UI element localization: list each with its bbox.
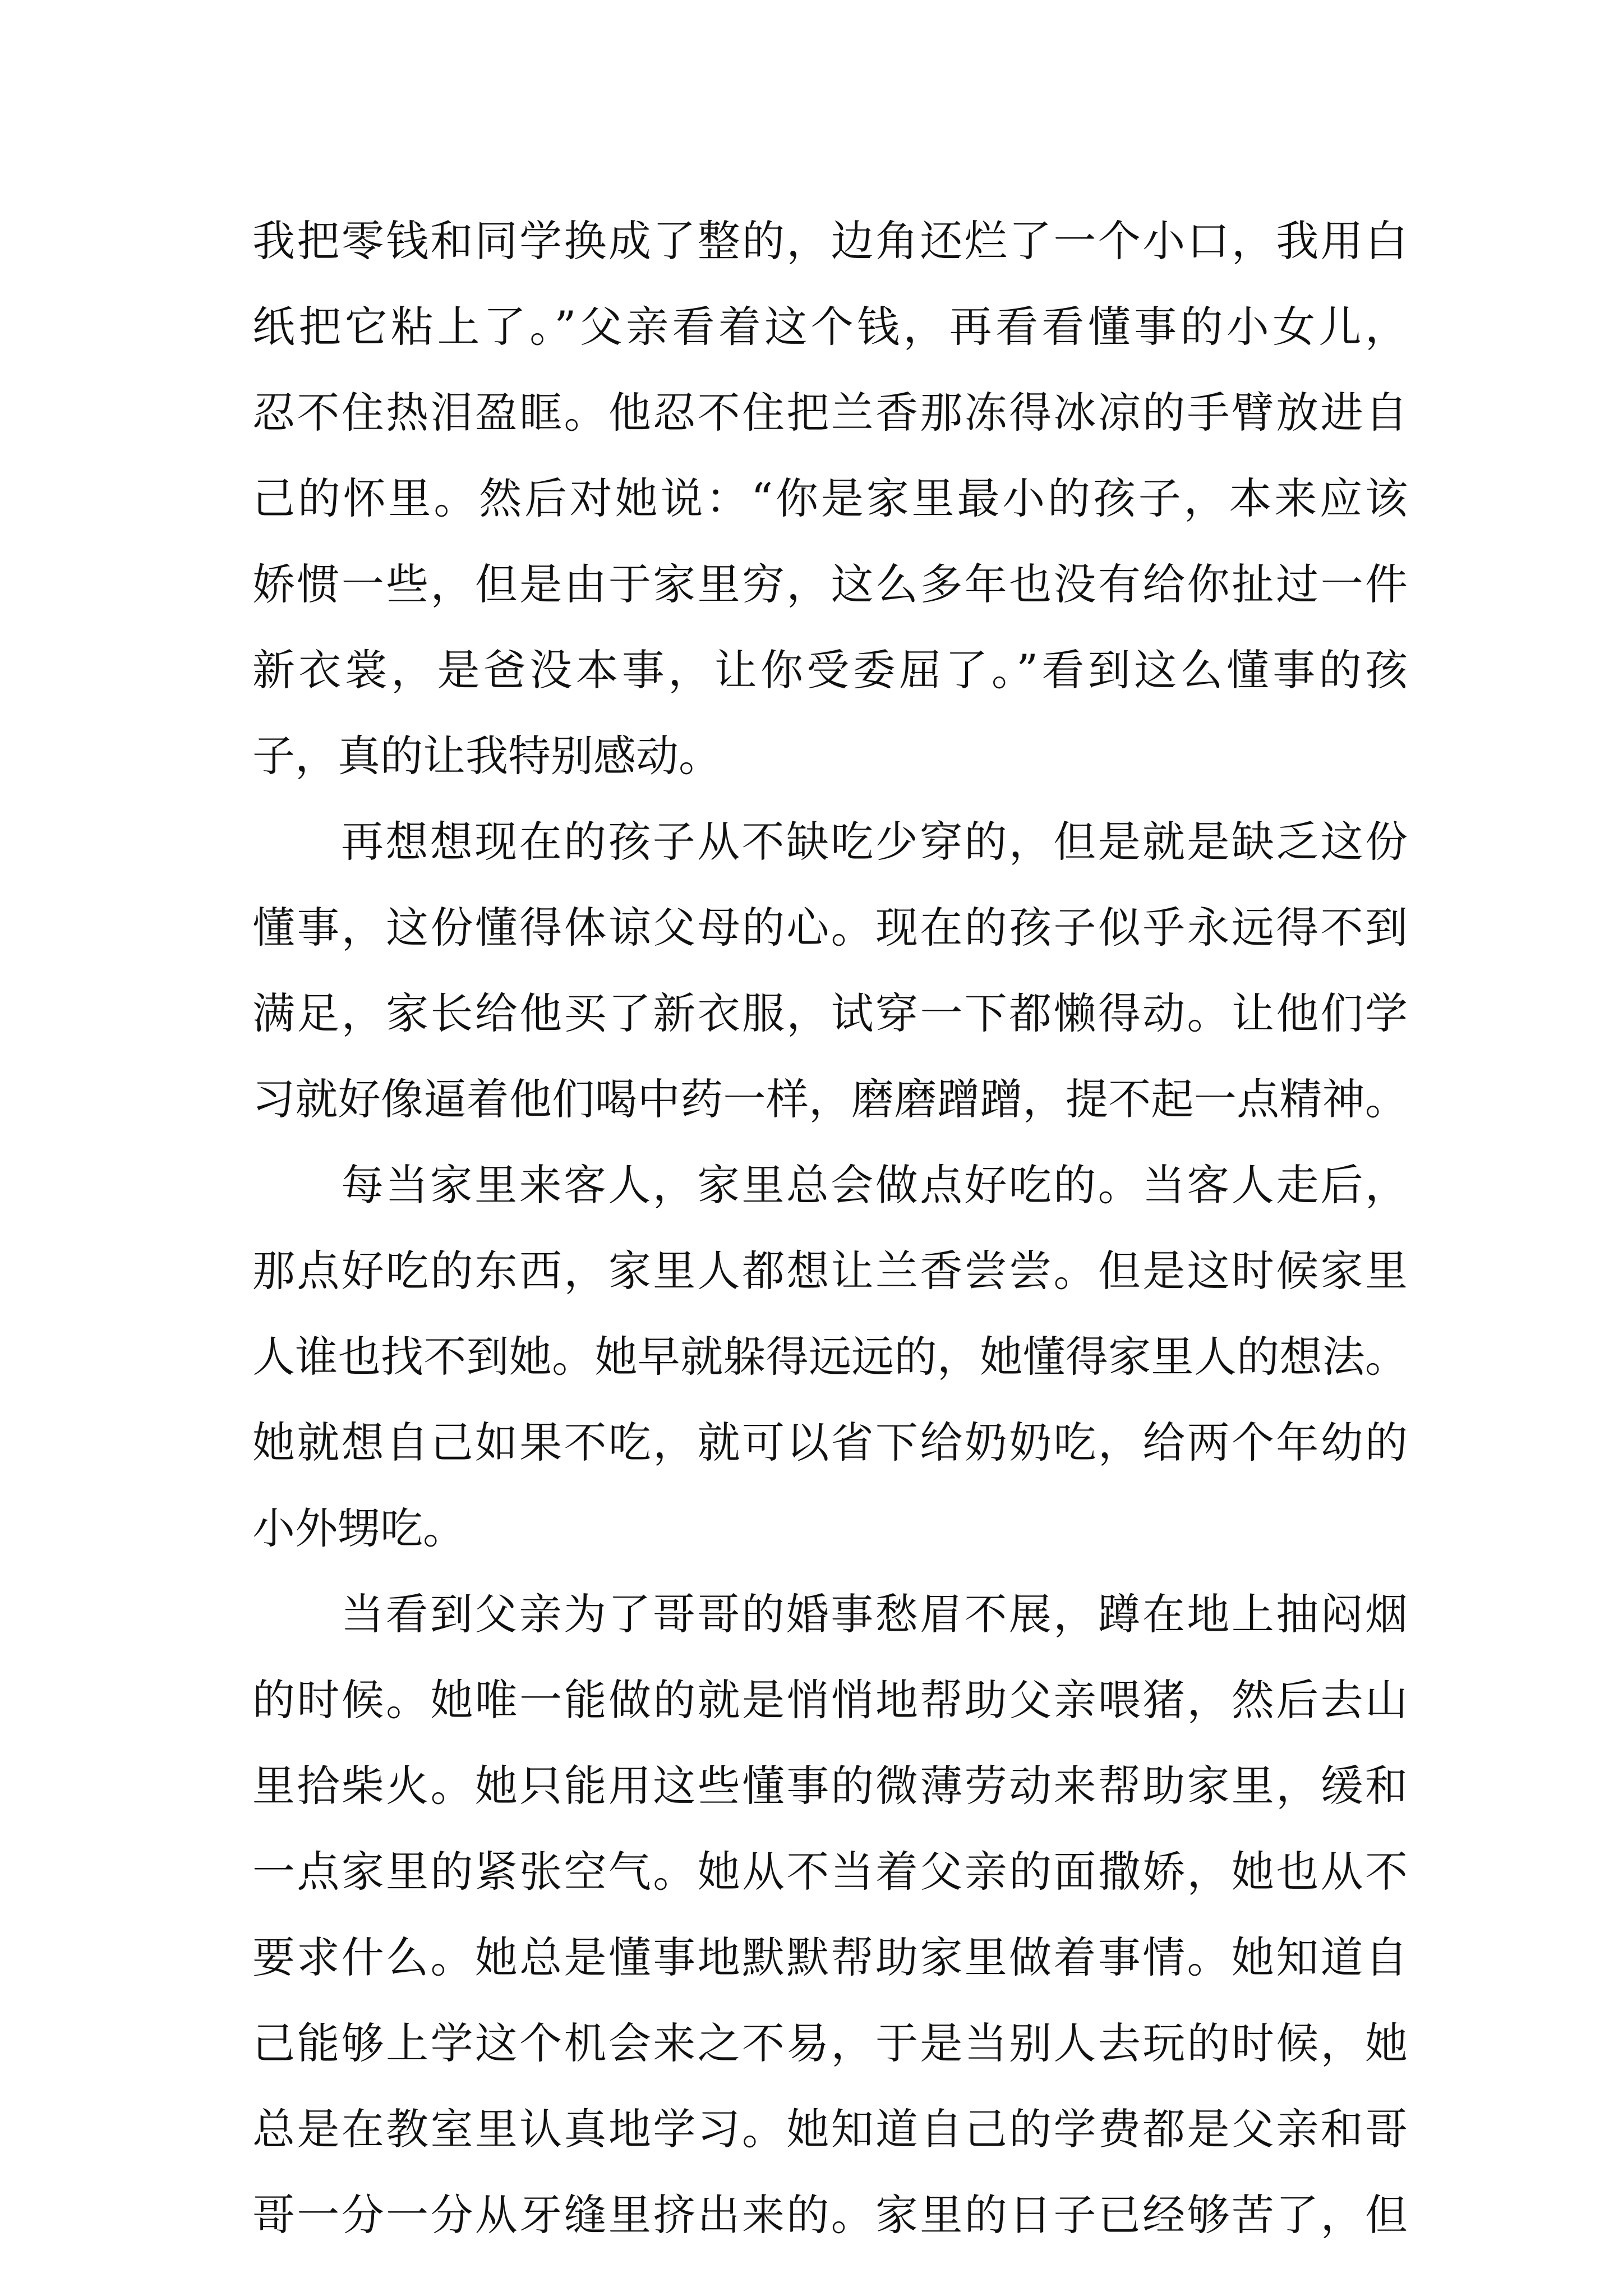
text-line: 的时候。她唯一能做的就是悄悄地帮助父亲喂猪，然后去山 xyxy=(252,1675,1408,1725)
text-line: 子，真的让我特别感动。 xyxy=(252,731,721,781)
text-line: 小外甥吃。 xyxy=(252,1503,465,1553)
text-line: 纸把它粘上了。”父亲看着这个钱，再看看懂事的小女儿， xyxy=(252,302,1408,352)
text-line: 人谁也找不到她。她早就躲得远远的，她懂得家里人的想法。 xyxy=(252,1332,1408,1382)
text-line: 满足，家长给他买了新衣服，试穿一下都懒得动。让他们学 xyxy=(252,988,1408,1038)
text-line: 己的怀里。然后对她说：“你是家里最小的孩子，本来应该 xyxy=(252,473,1408,523)
text-line: 懂事，这份懂得体谅父母的心。现在的孩子似乎永远得不到 xyxy=(252,903,1408,953)
text-line: 己能够上学这个机会来之不易，于是当别人去玩的时候，她 xyxy=(252,2018,1408,2068)
text-line: 她就想自己如果不吃，就可以省下给奶奶吃，给两个年幼的 xyxy=(252,1418,1408,1467)
text-line: 新衣裳，是爸没本事，让你受委屈了。”看到这么懂事的孩 xyxy=(252,645,1408,695)
body-text xyxy=(252,198,1408,2258)
text-line: 哥一分一分从牙缝里挤出来的。家里的日子已经够苦了，但 xyxy=(252,2190,1408,2240)
paragraph-first-line: 再想想现在的孩子从不缺吃少穿的，但是就是缺乏这份 xyxy=(341,817,1408,867)
text-line: 习就好像逼着他们喝中药一样，磨磨蹭蹭，提不起一点精神。 xyxy=(252,1074,1408,1124)
text-line: 娇惯一些，但是由于家里穷，这么多年也没有给你扯过一件 xyxy=(252,559,1408,609)
paragraph-first-line: 当看到父亲为了哥哥的婚事愁眉不展，蹲在地上抽闷烟 xyxy=(341,1589,1408,1639)
text-line: 我把零钱和同学换成了整的，边角还烂了一个小口，我用白 xyxy=(252,216,1408,266)
text-line: 要求什么。她总是懂事地默默帮助家里做着事情。她知道自 xyxy=(252,1932,1408,1982)
text-line: 总是在教室里认真地学习。她知道自己的学费都是父亲和哥 xyxy=(252,2104,1408,2154)
paragraph-first-line: 每当家里来客人，家里总会做点好吃的。当客人走后， xyxy=(341,1160,1408,1210)
text-line: 忍不住热泪盈眶。他忍不住把兰香那冻得冰凉的手臂放进自 xyxy=(252,388,1408,438)
text-line: 那点好吃的东西，家里人都想让兰香尝尝。但是这时候家里 xyxy=(252,1246,1408,1296)
text-line: 一点家里的紧张空气。她从不当着父亲的面撒娇，她也从不 xyxy=(252,1847,1408,1897)
text-line: 里拾柴火。她只能用这些懂事的微薄劳动来帮助家里，缓和 xyxy=(252,1761,1408,1811)
